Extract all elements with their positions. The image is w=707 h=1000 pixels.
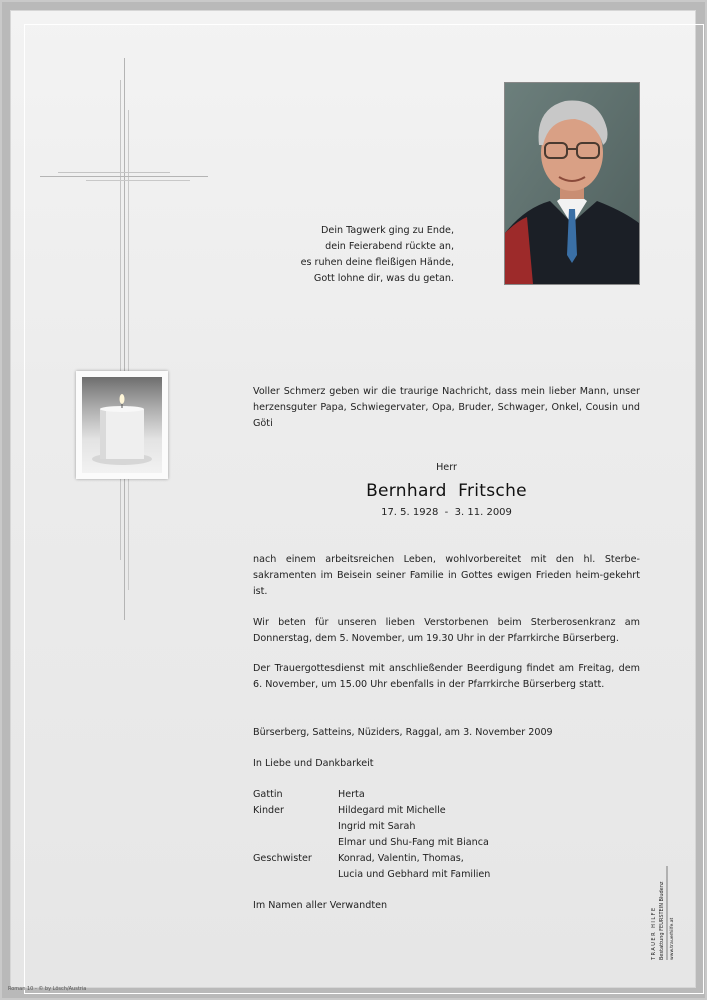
family-label: Gattin (253, 789, 283, 800)
family-names (338, 851, 538, 883)
place-date: Bürserberg, Satteins, Nüziders, Raggal, am 3. November 2009 (253, 727, 553, 738)
family-names (338, 803, 538, 851)
logo-line-1: TRAUER HILFE (651, 906, 657, 960)
footer-credit: Roman 10 - © by Lösch/Austria (8, 986, 87, 992)
family-name: Hildegard mit Michelle (338, 805, 446, 816)
logo-vertical-text (648, 862, 678, 962)
poem-line: es ruhen deine fleißigen Hände, (300, 257, 454, 268)
paragraph-rosary: Wir beten für unseren lieben Verstorbenen beim Sterberosenkranz am Donnerstag, dem 5. November, um 19.30 Uhr in der Pfarrkirche Bürserberg. (253, 617, 640, 644)
family-name: Elmar und Shu-Fang mit Bianca (338, 837, 489, 848)
cross-horizontal-line-3 (86, 180, 190, 181)
candle-image (82, 377, 162, 473)
cross-horizontal-line (40, 176, 208, 177)
family-names (338, 787, 538, 803)
logo-line-3: www.trauerhilfe.at (670, 917, 675, 960)
family-label: Kinder (253, 805, 284, 816)
logo-line-2: Bestattung FEURSTEIN Bludenz (659, 881, 665, 960)
family-label: Geschwister (253, 853, 312, 864)
love-gratitude: In Liebe und Dankbarkeit (253, 758, 374, 769)
candle-icon (82, 377, 162, 473)
life-dates: 17. 5. 1928 - 3. 11. 2009 (381, 507, 512, 518)
candle-frame (76, 371, 168, 479)
poem-line: Gott lohne dir, was du getan. (313, 273, 454, 284)
cross-vertical-line (124, 58, 125, 620)
family-name: Herta (338, 789, 365, 800)
cross-vertical-line-2 (120, 80, 121, 560)
poem-line: dein Feierabend rückte an, (325, 241, 454, 252)
deceased-name: Bernhard Fritsche (366, 481, 527, 501)
paragraph-funeral: Der Trauergottesdienst mit anschließender Beerdigung findet am Freitag, dem 6. November, um 15.00 Uhr ebenfalls in der Pfarrkirche Bürserberg statt. (253, 663, 640, 690)
family-name: Konrad, Valentin, Thomas, (338, 853, 464, 864)
poem-line: Dein Tagwerk ging zu Ende, (321, 225, 454, 236)
closing-text: Im Namen aller Verwandten (253, 900, 388, 911)
family-name: Ingrid mit Sarah (338, 821, 416, 832)
cross-horizontal-line-2 (58, 172, 170, 173)
poem (262, 223, 454, 287)
portrait-photo (504, 82, 640, 285)
funeral-home-logo (648, 862, 678, 962)
salutation: Herr (436, 462, 457, 473)
cross-vertical-line-3 (128, 110, 129, 590)
portrait-image (505, 83, 639, 284)
family-name: Lucia und Gebhard mit Familien (338, 869, 491, 880)
paragraph-passing: nach einem arbeitsreichen Leben, wohlvorbereitet mit den hl. Sterbe-sakramenten im Beisein seiner Familie in Gottes ewigen Frieden heim-gekehrt ist. (253, 554, 640, 597)
intro-text: Voller Schmerz geben wir die traurige Nachricht, dass mein lieber Mann, unser herzensguter Papa, Schwiegervater, Opa, Bruder, Schwager, Onkel, Cousin und Göti (253, 386, 640, 429)
